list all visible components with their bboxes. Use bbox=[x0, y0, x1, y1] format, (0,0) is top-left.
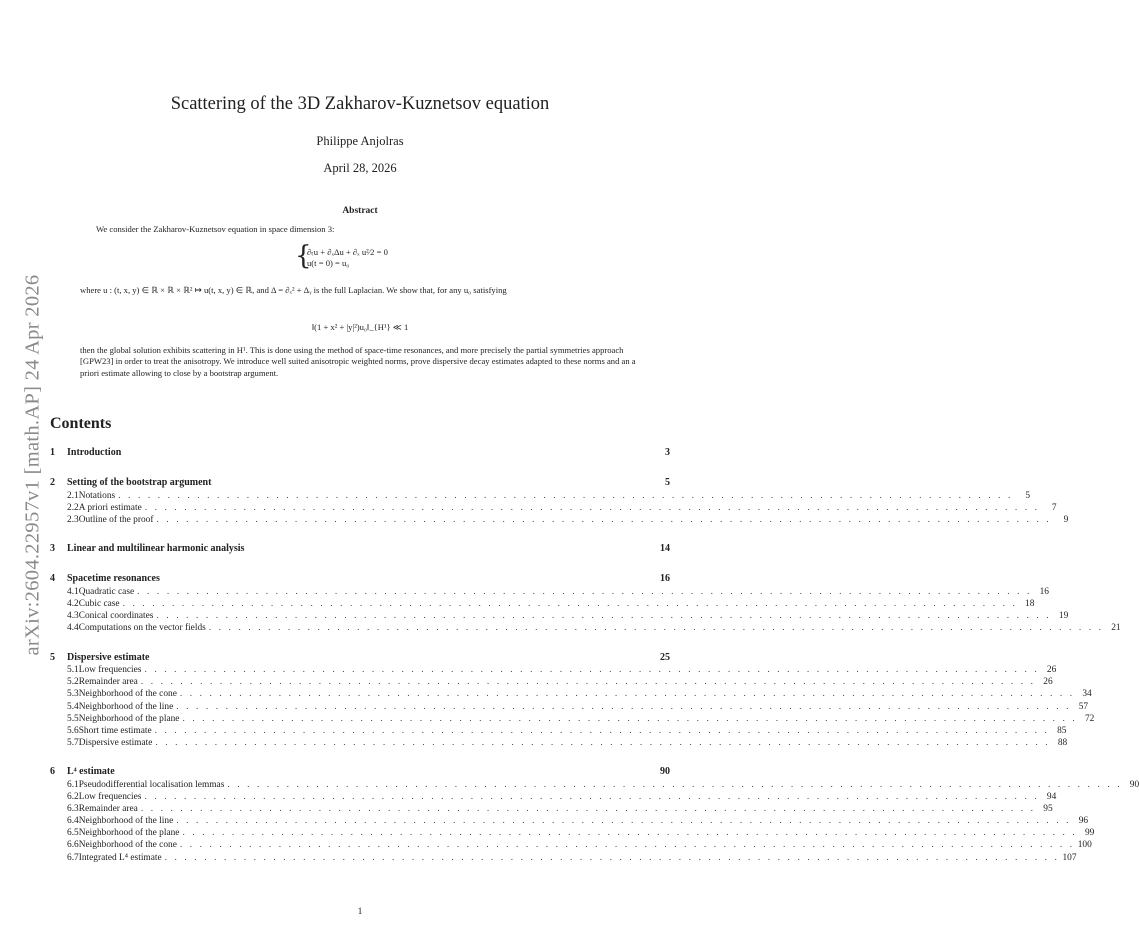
toc-entry-number: 2.3 bbox=[67, 514, 79, 525]
toc-entry-label: Low frequencies bbox=[78, 665, 142, 676]
toc-entry-number: 2 bbox=[50, 477, 55, 488]
toc-dot-leader: . . . . . . . . . . . . . . . . . . . . . . . . . . . . . . . . . . . . . . . . . . . . . . . . . . . . . . . . . . . . . . . . . . . . . . . . . . . . . . . . . . . . . . . . . . . bbox=[144, 792, 1040, 802]
toc-dot-leader: . . . . . . . . . . . . . . . . . . . . . . . . . . . . . . . . . . . . . . . . . . . . . . . . . . . . . . . . . . . . . . . . . . . . . . . . . . . . . . . . . . . . . . . . . . . bbox=[182, 713, 1078, 724]
arxiv-identifier: arXiv:2604.22957v1 [math.AP] 24 Apr 2026 bbox=[21, 274, 44, 656]
toc-entry-page: 5 bbox=[1025, 490, 1031, 501]
toc-entry-page: 21 bbox=[1111, 623, 1121, 634]
toc-dot-leader: . . . . . . . . . . . . . . . . . . . . . . . . . . . . . . . . . . . . . . . . . . . . . . . . . . . . . . . . . . . . . . . . . . . . . . . . . . . . . . . . . . . . . . . . . . . bbox=[227, 779, 1123, 790]
toc-entry-label: Short time estimate bbox=[78, 725, 152, 736]
toc-subsection-entry[interactable] bbox=[50, 689, 1092, 701]
toc-entry-label: Outline of the proof bbox=[78, 514, 154, 525]
toc-subsection-entry[interactable] bbox=[50, 502, 1057, 515]
toc-subsection-entry[interactable] bbox=[50, 737, 1068, 750]
toc-entry-number: 5.5 bbox=[67, 713, 79, 724]
toc-dot-leader: . . . . . . . . . . . . . . . . . . . . . . . . . . . . . . . . . . . . . . . . . . . . . . . . . . . . . . . . . . . . . . . . . . . . . . . . . . . . . . . . . . . . . . . . . . . bbox=[156, 514, 1052, 525]
toc-entry-page: 94 bbox=[1046, 792, 1057, 802]
toc-dot-leader: . . . . . . . . . . . . . . . . . . . . . . . . . . . . . . . . . . . . . . . . . . . . . . . . . . . . . . . . . . . . . . . . . . . . . . . . . . . . . . . . . . . . . . . . . . . bbox=[156, 611, 1052, 621]
toc-subsection-entry[interactable] bbox=[50, 665, 1057, 677]
toc-entry-page: 14 bbox=[660, 543, 670, 555]
toc-entry-page: 16 bbox=[1039, 586, 1049, 597]
toc-subsection-entry[interactable] bbox=[50, 701, 1089, 714]
toc-entry-number: 4.2 bbox=[67, 598, 79, 609]
toc-section-entry[interactable] bbox=[50, 477, 670, 489]
toc-subsection-entry[interactable] bbox=[50, 598, 1035, 611]
toc-entry-page: 100 bbox=[1077, 840, 1092, 851]
toc-entry-number: 5 bbox=[50, 651, 55, 663]
toc-entry-label: Linear and multilinear harmonic analysis bbox=[67, 543, 245, 555]
toc-entry-label: Integrated L⁴ estimate bbox=[78, 852, 162, 863]
toc-entry-label: Cubic case bbox=[78, 598, 120, 609]
toc-entry-label: Neighborhood of the plane bbox=[78, 828, 180, 839]
toc-entry-number: 6.2 bbox=[67, 792, 79, 802]
toc-entry-label: L⁴ estimate bbox=[67, 766, 115, 778]
toc-entry-number: 5.1 bbox=[67, 665, 79, 676]
toc-dot-leader: . . . . . . . . . . . . . . . . . . . . . . . . . . . . . . . . . . . . . . . . . . . . . . . . . . . . . . . . . . . . . . . . . . . . . . . . . . . . . . . . . . . . . . . . . . . bbox=[154, 725, 1050, 736]
arxiv-watermark bbox=[22, 245, 44, 685]
toc-entry-page: 99 bbox=[1084, 828, 1095, 839]
toc-section-entry[interactable] bbox=[50, 766, 670, 778]
abstract-paragraph-3: then the global solution exhibits scattering in H¹. This is done using the method of space-time resonances, and more precisely the partial symmetries approach [GPW23] in order to treat the anisotropy. We introduce well suited anisotropic weighted norms, prove dispersive decay estimates adapted to these norms and an a priori estimate allowing to close by a bootstrap argument. bbox=[80, 345, 636, 378]
toc-subsection-entry[interactable] bbox=[50, 725, 1067, 738]
toc-subsection-entry[interactable] bbox=[50, 514, 1069, 527]
toc-dot-leader: . . . . . . . . . . . . . . . . . . . . . . . . . . . . . . . . . . . . . . . . . . . . . . . . . . . . . . . . . . . . . . . . . . . . . . . . . . . . . . . . . . . . . . . . . . . bbox=[208, 623, 1104, 634]
paper-date: April 28, 2026 bbox=[323, 161, 397, 175]
left-brace: { bbox=[295, 241, 312, 271]
toc-entry-label: Setting of the bootstrap argument bbox=[67, 477, 212, 488]
toc-entry-number: 4 bbox=[50, 573, 55, 585]
toc-subsection-entry[interactable] bbox=[50, 804, 1053, 816]
toc-entry-label: Neighborhood of the cone bbox=[78, 689, 177, 700]
toc-entry-number: 6.6 bbox=[67, 840, 79, 851]
toc-entry-page: 5 bbox=[665, 477, 670, 488]
toc-dot-leader: . . . . . . . . . . . . . . . . . . . . . . . . . . . . . . . . . . . . . . . . . . . . . . . . . . . . . . . . . . . . . . . . . . . . . . . . . . . . . . . . . . . . . . . . . . . bbox=[176, 816, 1072, 827]
toc-entry-number: 2.2 bbox=[67, 502, 79, 513]
toc-entry-label: Neighborhood of the line bbox=[78, 701, 174, 712]
toc-entry-number: 4.1 bbox=[67, 586, 79, 597]
toc-dot-leader: . . . . . . . . . . . . . . . . . . . . . . . . . . . . . . . . . . . . . . . . . . . . . . . . . . . . . . . . . . . . . . . . . . . . . . . . . . . . . . . . . . . . . . . . . . . bbox=[122, 598, 1018, 609]
toc-entry-number: 4.4 bbox=[67, 623, 79, 634]
toc-entry-number: 6.7 bbox=[67, 852, 79, 863]
toc-entry-number: 5.4 bbox=[67, 701, 79, 712]
toc-entry-page: 96 bbox=[1078, 816, 1089, 827]
toc-subsection-entry[interactable] bbox=[50, 623, 1121, 635]
toc-subsection-entry[interactable] bbox=[50, 816, 1089, 828]
toc-entry-label: Spacetime resonances bbox=[67, 573, 160, 585]
norm-condition-equation: ‖(1 + x² + |y|²)u₀‖_{H¹} ≪ 1 bbox=[311, 322, 409, 332]
toc-entry-label: A priori estimate bbox=[78, 502, 142, 513]
toc-dot-leader: . . . . . . . . . . . . . . . . . . . . . . . . . . . . . . . . . . . . . . . . . . . . . . . . . . . . . . . . . . . . . . . . . . . . . . . . . . . . . . . . . . . . . . . . . . . bbox=[144, 665, 1040, 676]
toc-entry-page: 88 bbox=[1057, 737, 1068, 748]
toc-subsection-entry[interactable] bbox=[50, 840, 1092, 852]
toc-entry-page: 90 bbox=[660, 766, 670, 778]
toc-entry-number: 5.7 bbox=[67, 737, 79, 748]
toc-entry-number: 6.3 bbox=[67, 804, 79, 815]
abstract-paragraph-2: where u : (t, x, y) ∈ ℝ × ℝ × ℝ² ↦ u(t, x, y) ∈ ℝ, and Δ = ∂ₓ² + Δᵧ is the full Laplacian. We show that, for any u₀ satisfying bbox=[80, 285, 507, 295]
toc-subsection-entry[interactable] bbox=[50, 490, 1031, 503]
toc-entry-page: 85 bbox=[1057, 725, 1067, 736]
abstract-intro: We consider the Zakharov-Kuznetsov equation in space dimension 3: bbox=[96, 224, 335, 234]
toc-entry-page: 72 bbox=[1084, 713, 1095, 724]
toc-subsection-entry[interactable] bbox=[50, 713, 1095, 726]
toc-dot-leader: . . . . . . . . . . . . . . . . . . . . . . . . . . . . . . . . . . . . . . . . . . . . . . . . . . . . . . . . . . . . . . . . . . . . . . . . . . . . . . . . . . . . . . . . . . . bbox=[176, 701, 1072, 712]
toc-dot-leader: . . . . . . . . . . . . . . . . . . . . . . . . . . . . . . . . . . . . . . . . . . . . . . . . . . . . . . . . . . . . . . . . . . . . . . . . . . . . . . . . . . . . . . . . . . . bbox=[182, 828, 1078, 839]
toc-entry-page: 107 bbox=[1062, 852, 1077, 863]
toc-dot-leader: . . . . . . . . . . . . . . . . . . . . . . . . . . . . . . . . . . . . . . . . . . . . . . . . . . . . . . . . . . . . . . . . . . . . . . . . . . . . . . . . . . . . . . . . . . . bbox=[179, 840, 1075, 851]
toc-entry-number: 4.3 bbox=[67, 611, 79, 621]
toc-entry-label: Neighborhood of the line bbox=[78, 816, 174, 827]
toc-subsection-entry[interactable] bbox=[50, 779, 1139, 792]
toc-entry-number: 3 bbox=[50, 543, 55, 555]
toc-entry-number: 6 bbox=[50, 766, 55, 778]
toc-entry-number: 6.1 bbox=[67, 779, 79, 790]
toc-entry-number: 1 bbox=[50, 447, 55, 458]
toc-section-entry[interactable] bbox=[50, 573, 670, 585]
paper-author: Philippe Anjolras bbox=[316, 134, 404, 148]
toc-entry-number: 2.1 bbox=[67, 490, 79, 501]
toc-dot-leader: . . . . . . . . . . . . . . . . . . . . . . . . . . . . . . . . . . . . . . . . . . . . . . . . . . . . . . . . . . . . . . . . . . . . . . . . . . . . . . . . . . . . . . . . . . . bbox=[155, 737, 1051, 748]
toc-entry-page: 18 bbox=[1025, 598, 1035, 609]
equation-line-2: u(t = 0) = u₀ bbox=[307, 258, 350, 268]
toc-dot-leader: . . . . . . . . . . . . . . . . . . . . . . . . . . . . . . . . . . . . . . . . . . . . . . . . . . . . . . . . . . . . . . . . . . . . . . . . . . . . . . . . . . . . . . . . . . . bbox=[179, 689, 1075, 700]
toc-entry-label: Dispersive estimate bbox=[67, 651, 150, 663]
toc-entry-page: 3 bbox=[665, 447, 670, 458]
toc-section-entry[interactable] bbox=[50, 447, 670, 459]
toc-entry-number: 5.3 bbox=[67, 689, 79, 700]
toc-subsection-entry[interactable] bbox=[50, 828, 1095, 840]
toc-entry-page: 25 bbox=[660, 651, 670, 663]
toc-entry-label: Remainder area bbox=[78, 677, 138, 688]
toc-entry-page: 90 bbox=[1129, 779, 1139, 790]
toc-entry-page: 26 bbox=[1043, 677, 1053, 688]
toc-entry-page: 34 bbox=[1082, 689, 1092, 700]
toc-entry-label: Neighborhood of the plane bbox=[78, 713, 180, 724]
abstract-heading: Abstract bbox=[342, 206, 378, 216]
toc-entry-page: 16 bbox=[660, 573, 670, 585]
toc-entry-number: 5.6 bbox=[67, 725, 79, 736]
toc-dot-leader: . . . . . . . . . . . . . . . . . . . . . . . . . . . . . . . . . . . . . . . . . . . . . . . . . . . . . . . . . . . . . . . . . . . . . . . . . . . . . . . . . . . . . . . . . . . bbox=[118, 490, 1014, 501]
toc-subsection-entry[interactable] bbox=[50, 586, 1049, 599]
toc-entry-page: 95 bbox=[1043, 804, 1053, 815]
page-number: 1 bbox=[357, 907, 363, 917]
toc-dot-leader: . . . . . . . . . . . . . . . . . . . . . . . . . . . . . . . . . . . . . . . . . . . . . . . . . . . . . . . . . . . . . . . . . . . . . . . . . . . . . . . . . . . . . . . . . . . bbox=[137, 586, 1032, 597]
toc-subsection-entry[interactable] bbox=[50, 852, 1077, 865]
toc-subsection-entry[interactable] bbox=[50, 677, 1053, 689]
toc-entry-label: Conical coordinates bbox=[78, 611, 154, 621]
toc-dot-leader: . . . . . . . . . . . . . . . . . . . . . . . . . . . . . . . . . . . . . . . . . . . . . . . . . . . . . . . . . . . . . . . . . . . . . . . . . . . . . . . . . . . . . . . . . . . bbox=[164, 852, 1060, 863]
toc-subsection-entry[interactable] bbox=[50, 792, 1057, 804]
toc-entry-number: 6.5 bbox=[67, 828, 79, 839]
toc-entry-page: 26 bbox=[1046, 665, 1057, 676]
toc-entry-label: Notations bbox=[78, 490, 116, 501]
toc-subsection-entry[interactable] bbox=[50, 611, 1069, 623]
paper-title: Scattering of the 3D Zakharov-Kuznetsov equation bbox=[170, 94, 550, 114]
toc-dot-leader: . . . . . . . . . . . . . . . . . . . . . . . . . . . . . . . . . . . . . . . . . . . . . . . . . . . . . . . . . . . . . . . . . . . . . . . . . . . . . . . . . . . . . . . . . . . bbox=[140, 804, 1036, 815]
toc-section-entry[interactable] bbox=[50, 543, 670, 555]
toc-dot-leader: . . . . . . . . . . . . . . . . . . . . . . . . . . . . . . . . . . . . . . . . . . . . . . . . . . . . . . . . . . . . . . . . . . . . . . . . . . . . . . . . . . . . . . . . . . . bbox=[144, 502, 1040, 513]
toc-entry-page: 57 bbox=[1078, 701, 1089, 712]
toc-entry-page: 19 bbox=[1058, 611, 1069, 621]
toc-section-entry[interactable] bbox=[50, 652, 670, 664]
toc-entry-label: Low frequencies bbox=[78, 792, 142, 802]
toc-entry-label: Quadratic case bbox=[78, 586, 135, 597]
toc-entry-page: 7 bbox=[1051, 502, 1057, 513]
toc-entry-label: Dispersive estimate bbox=[78, 737, 153, 748]
toc-entry-number: 6.4 bbox=[67, 816, 79, 827]
toc-entry-label: Neighborhood of the cone bbox=[78, 840, 177, 851]
toc-entry-label: Computations on the vector fields bbox=[78, 623, 206, 634]
toc-entry-label: Remainder area bbox=[78, 804, 138, 815]
toc-entry-page: 9 bbox=[1063, 514, 1069, 525]
contents-heading: Contents bbox=[50, 415, 112, 432]
toc-entry-label: Pseudodifferential localisation lemmas bbox=[78, 779, 225, 790]
equation-line-1: ∂ₜu + ∂ₓΔu + ∂ₓ u²⁄2 = 0 bbox=[307, 247, 388, 257]
toc-entry-label: Introduction bbox=[67, 447, 122, 458]
toc-entry-number: 5.2 bbox=[67, 677, 79, 688]
toc-dot-leader: . . . . . . . . . . . . . . . . . . . . . . . . . . . . . . . . . . . . . . . . . . . . . . . . . . . . . . . . . . . . . . . . . . . . . . . . . . . . . . . . . . . . . . . . . . . bbox=[140, 677, 1036, 688]
